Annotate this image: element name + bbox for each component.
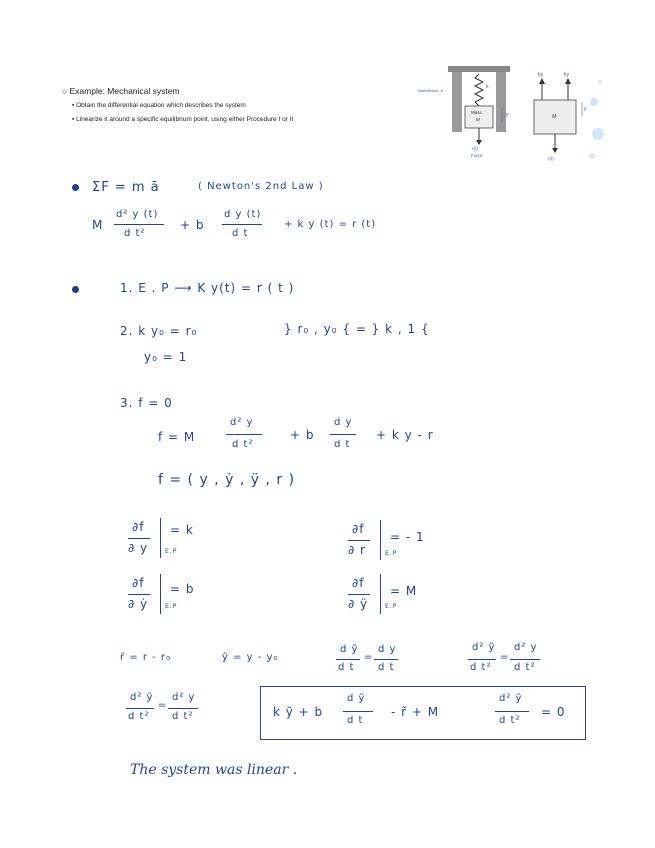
evaluation-bar <box>160 518 161 558</box>
d2y-denominator: d t² <box>514 662 536 673</box>
dy-numerator: d y <box>378 644 397 655</box>
f-dy-denominator: d t <box>334 439 351 450</box>
de-d2y-numerator: d² y (t) <box>116 209 159 220</box>
de-ky-rt: + k y (t) = r (t) <box>284 219 377 230</box>
bullet-icon: ▪ <box>72 102 75 109</box>
conclusion-text: The system was linear . <box>130 762 298 778</box>
fraction-bar <box>348 594 370 595</box>
f-arguments: f = ( y , ẏ , ÿ , r ) <box>158 472 296 488</box>
fbd-y-label: y <box>584 106 587 112</box>
equals-sign: = <box>158 700 168 711</box>
fraction-bar <box>226 434 262 435</box>
d2y-numerator: d² y <box>514 642 538 653</box>
bullet-1: ▪ Obtain the differential equation which describes the system <box>72 102 246 109</box>
de-mass: M <box>92 218 104 232</box>
equals-sign: = <box>500 652 510 663</box>
fraction-bar <box>128 594 150 595</box>
pd-y-den: ∂ y <box>128 541 149 555</box>
force-var-label: r(t) <box>472 146 478 151</box>
pd-y-value: = k <box>170 523 194 537</box>
d2yt-denominator-2: d t² <box>128 711 150 722</box>
pd-f-yddot-num: ∂f <box>352 576 365 590</box>
y-tilde-definition: ỹ = y - y₀ <box>222 652 279 663</box>
step-2-values: } r₀ , y₀ { = } k , 1 { <box>284 322 430 336</box>
free-body-figure <box>528 72 608 164</box>
fraction-bar <box>348 540 370 541</box>
mass-spring-diagram <box>418 66 514 166</box>
pd-f-r-num: ∂f <box>352 522 365 536</box>
fraction-bar <box>495 711 529 712</box>
fraction-bar <box>330 434 356 435</box>
d2yt-numerator: d² ỹ <box>472 642 496 653</box>
mass-label: Mass <box>471 110 482 115</box>
f-plus-b: + b <box>290 428 315 442</box>
fraction-bar <box>126 708 154 709</box>
bullet-2: ▪ Linearize it around a specific equilibrium point, using either Procedure I or II <box>72 116 294 123</box>
mass-symbol: M <box>476 117 480 122</box>
handwritten-bullet-1 <box>72 184 79 191</box>
boxed-dy-denominator: d t <box>347 715 364 726</box>
de-plus-b: + b <box>180 218 205 232</box>
evaluation-bar <box>380 574 381 614</box>
spring-label: k <box>486 84 489 90</box>
boxed-minus-r-M: - r̃ + M <box>391 705 440 719</box>
damping-force-label: by <box>538 72 544 78</box>
fraction-bar <box>374 659 398 660</box>
force-label: Force <box>471 153 483 158</box>
free-body-diagram <box>528 72 608 164</box>
step-2-equation: 2. k y₀ = r₀ <box>120 324 198 338</box>
pd-f-ydot-num: ∂f <box>132 576 145 590</box>
step-3-label: 3. f = 0 <box>120 396 173 410</box>
f-d2y-numerator: d² y <box>230 417 254 428</box>
fraction-bar <box>510 659 540 660</box>
fraction-bar <box>468 659 496 660</box>
bullet-icon: ▪ <box>72 116 75 123</box>
newton-law-equation: ΣF = m ā <box>92 180 160 195</box>
r-tilde-definition: r̃ = r - r₀ <box>120 652 172 663</box>
linearized-equation-box <box>260 686 586 740</box>
fbd-mass-symbol: M <box>552 114 557 120</box>
boxed-k-y-b: k ỹ + b <box>273 705 324 719</box>
wall-friction-label: Wall friction, b <box>418 88 443 93</box>
pd-ydot-den: ∂ ẏ <box>128 597 149 611</box>
de-dy-numerator: d y (t) <box>224 209 262 220</box>
fraction-bar <box>168 708 198 709</box>
f-d2y-denominator: d t² <box>232 439 254 450</box>
pd-ydot-value: = b <box>170 582 195 596</box>
slide-title: ○ Example: Mechanical system <box>62 86 180 96</box>
d2y-numerator-2: d² y <box>172 692 196 703</box>
step-1-equilibrium: 1. E . P ⟶ K y(t) = r ( t ) <box>120 281 295 295</box>
de-d2y-denominator: d t² <box>124 228 146 239</box>
handwritten-bullet-2 <box>72 286 79 293</box>
fraction-bar <box>114 224 164 225</box>
ep-subscript: E.P <box>385 550 398 557</box>
newton-law-label: ( Newton's 2nd Law ) <box>198 181 324 192</box>
pd-yddot-den: ∂ ÿ <box>348 597 369 611</box>
boxed-d2y-numerator: d² ỹ <box>499 693 523 704</box>
evaluation-bar <box>380 520 381 560</box>
f-ky-minus-r: + k y - r <box>376 428 434 442</box>
ep-subscript: E.P <box>165 603 178 610</box>
displacement-label: y <box>506 112 509 118</box>
fraction-bar <box>343 711 373 712</box>
dyt-numerator: d ỹ <box>340 644 359 655</box>
pd-r-den: ∂ r <box>348 543 366 557</box>
d2yt-numerator-2: d² ỹ <box>130 692 154 703</box>
step-2-y0: y₀ = 1 <box>144 350 188 364</box>
boxed-dy-numerator: d ỹ <box>347 693 366 704</box>
spring-force-label: ky <box>564 72 569 78</box>
ep-subscript: E.P <box>165 548 178 555</box>
d2yt-denominator: d t² <box>470 662 492 673</box>
dy-denominator: d t <box>378 662 395 673</box>
boxed-equals-zero: = 0 <box>541 705 566 719</box>
pd-f-y-num: ∂f <box>132 520 145 534</box>
dyt-denominator: d t <box>338 662 355 673</box>
f-dy-numerator: d y <box>334 417 353 428</box>
f-equation-start: f = M <box>158 430 196 444</box>
equals-sign: = <box>364 652 374 663</box>
pd-yddot-value: = M <box>390 584 418 598</box>
fbd-force-label: r(t) <box>548 156 554 161</box>
ep-subscript: E.P <box>385 603 398 610</box>
de-dy-denominator: d t <box>232 228 249 239</box>
fraction-bar <box>222 224 262 225</box>
boxed-d2y-denominator: d t² <box>499 715 521 726</box>
d2y-denominator-2: d t² <box>172 711 194 722</box>
pd-r-value: = - 1 <box>390 530 425 544</box>
fraction-bar <box>128 538 150 539</box>
mass-spring-figure <box>418 66 514 166</box>
fraction-bar <box>336 659 360 660</box>
evaluation-bar <box>160 574 161 614</box>
hollow-bullet-icon: ○ <box>62 86 68 96</box>
